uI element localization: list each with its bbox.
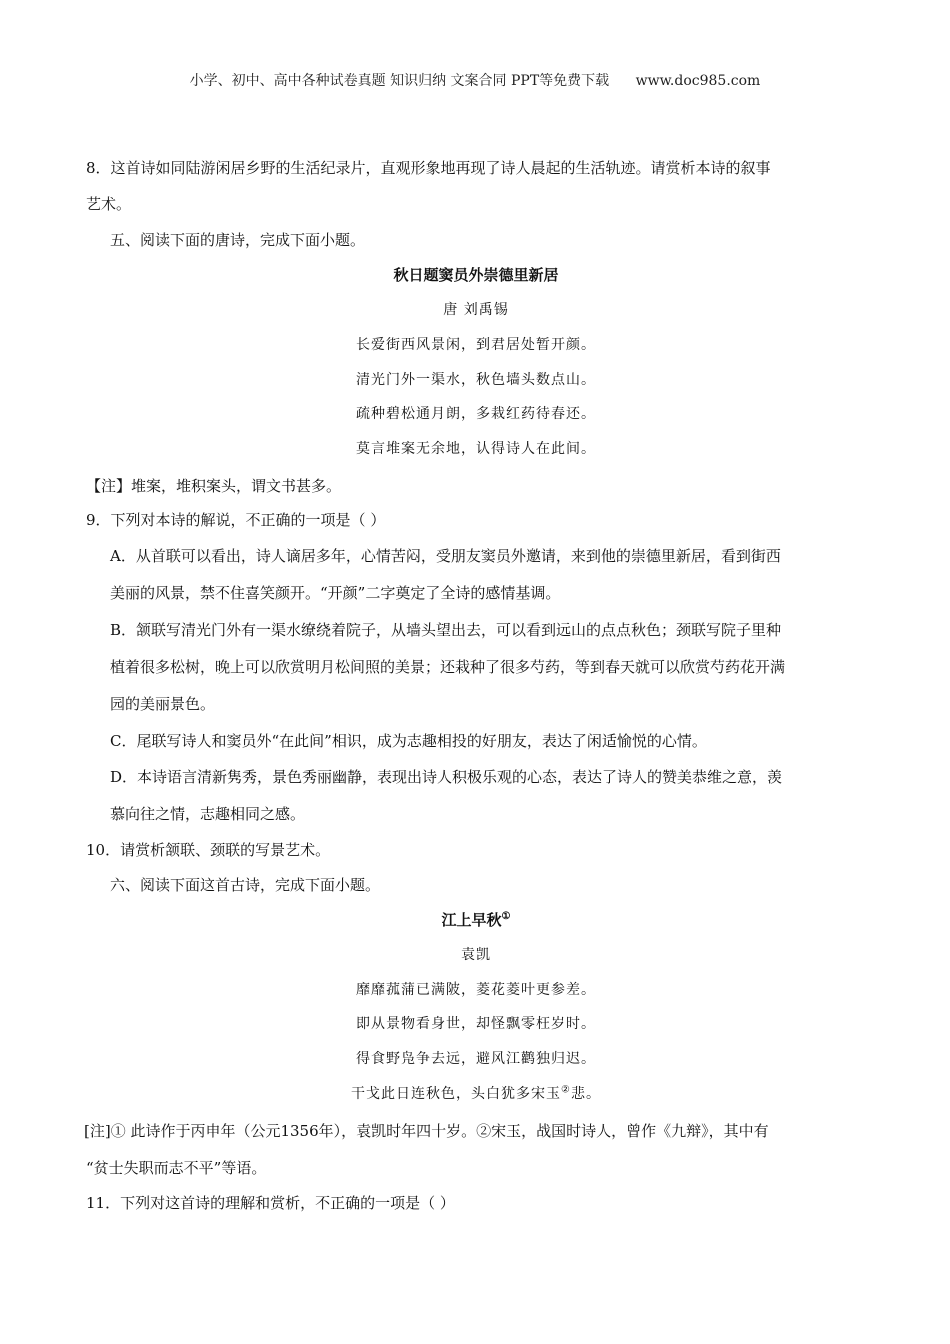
- section5-intro: 五、阅读下面的唐诗，完成下面小题。: [110, 231, 366, 249]
- q9-option-d-cont: 慕向往之情，志趣相同之感。: [110, 805, 306, 823]
- q9-option-c: C．尾联写诗人和窦员外“在此间”相识，成为志趣相投的好朋友，表达了闲适愉悦的心情。: [110, 732, 707, 750]
- header-site-link[interactable]: www.doc985.com: [635, 73, 761, 89]
- q9-option-b-cont: 园的美丽景色。: [110, 695, 216, 713]
- footnote-mark: ①: [501, 911, 511, 922]
- section6-intro: 六、阅读下面这首古诗，完成下面小题。: [110, 876, 381, 894]
- page-header: [0, 70, 950, 90]
- poem1-line: 长爱街西风景闲，到君居处暂开颜。: [356, 337, 596, 353]
- footnote-mark: ②: [561, 1084, 571, 1096]
- poem1-author: 唐 刘禹锡: [443, 302, 509, 318]
- poem1-title: 秋日题窦员外崇德里新居: [393, 266, 559, 284]
- header-text: 小学、初中、高中各种试卷真题 知识归纳 文案合同 PPT等免费下载: [189, 73, 610, 89]
- q8-line1: 8．这首诗如同陆游闲居乡野的生活纪录片，直观形象地再现了诗人晨起的生活轨迹。请赏析本诗的叙事: [86, 159, 771, 177]
- q11-stem: 11．下列对这首诗的理解和赏析，不正确的一项是（ ）: [86, 1194, 455, 1212]
- poem1-line: 清光门外一渠水，秋色墙头数点山。: [356, 372, 596, 388]
- poem2-line: 即从景物看身世，却怪飘零枉岁时。: [356, 1016, 596, 1032]
- poem2-title: 江上早秋①: [441, 911, 511, 929]
- poem1-line: 莫言堆案无余地，认得诗人在此间。: [356, 441, 596, 457]
- q9-option-a-cont: 美丽的风景，禁不住喜笑颜开。“开颜”二字奠定了全诗的感情基调。: [110, 584, 561, 602]
- q10-stem: 10．请赏析颔联、颈联的写景艺术。: [86, 841, 331, 859]
- q8-line2: 艺术。: [86, 195, 132, 213]
- q9-option-a: A．从首联可以看出，诗人谪居多年，心情苦闷，受朋友窦员外邀请，来到他的崇德里新居，看到街西: [110, 547, 781, 565]
- poem1-note: 【注】堆案，堆积案头，谓文书甚多。: [86, 477, 342, 495]
- poem2-line: 干戈此日连秋色，头白犹多宋玉②悲。: [351, 1084, 601, 1102]
- poem2-note-cont: “贫士失职而志不平”等语。: [86, 1159, 267, 1177]
- poem1-line: 疏种碧松通月朗，多栽红药待春还。: [356, 406, 596, 422]
- poem2-author: 袁凯: [461, 947, 491, 963]
- q9-option-b-cont: 植着很多松树，晚上可以欣赏明月松间照的美景；还栽种了很多芍药，等到春天就可以欣赏芍药花开满: [110, 658, 786, 676]
- q9-option-d: D．本诗语言清新隽秀，景色秀丽幽静，表现出诗人积极乐观的心态，表达了诗人的赞美恭维之意，羡: [110, 768, 783, 786]
- poem2-note: [注]① 此诗作于丙申年（公元1356年），袁凯时年四十岁。②宋玉，战国时诗人，曾作《九辩》，其中有: [84, 1122, 769, 1140]
- poem2-line: 得食野凫争去远，避风江鹳独归迟。: [356, 1051, 596, 1067]
- q9-option-b: B．颔联写清光门外有一渠水缭绕着院子，从墙头望出去，可以看到远山的点点秋色；颈联写院子里种: [110, 621, 782, 639]
- poem2-line: 靡靡菰蒲已满陂，菱花菱叶更参差。: [356, 982, 596, 998]
- q9-stem: 9．下列对本诗的解说，不正确的一项是（ ）: [86, 511, 386, 529]
